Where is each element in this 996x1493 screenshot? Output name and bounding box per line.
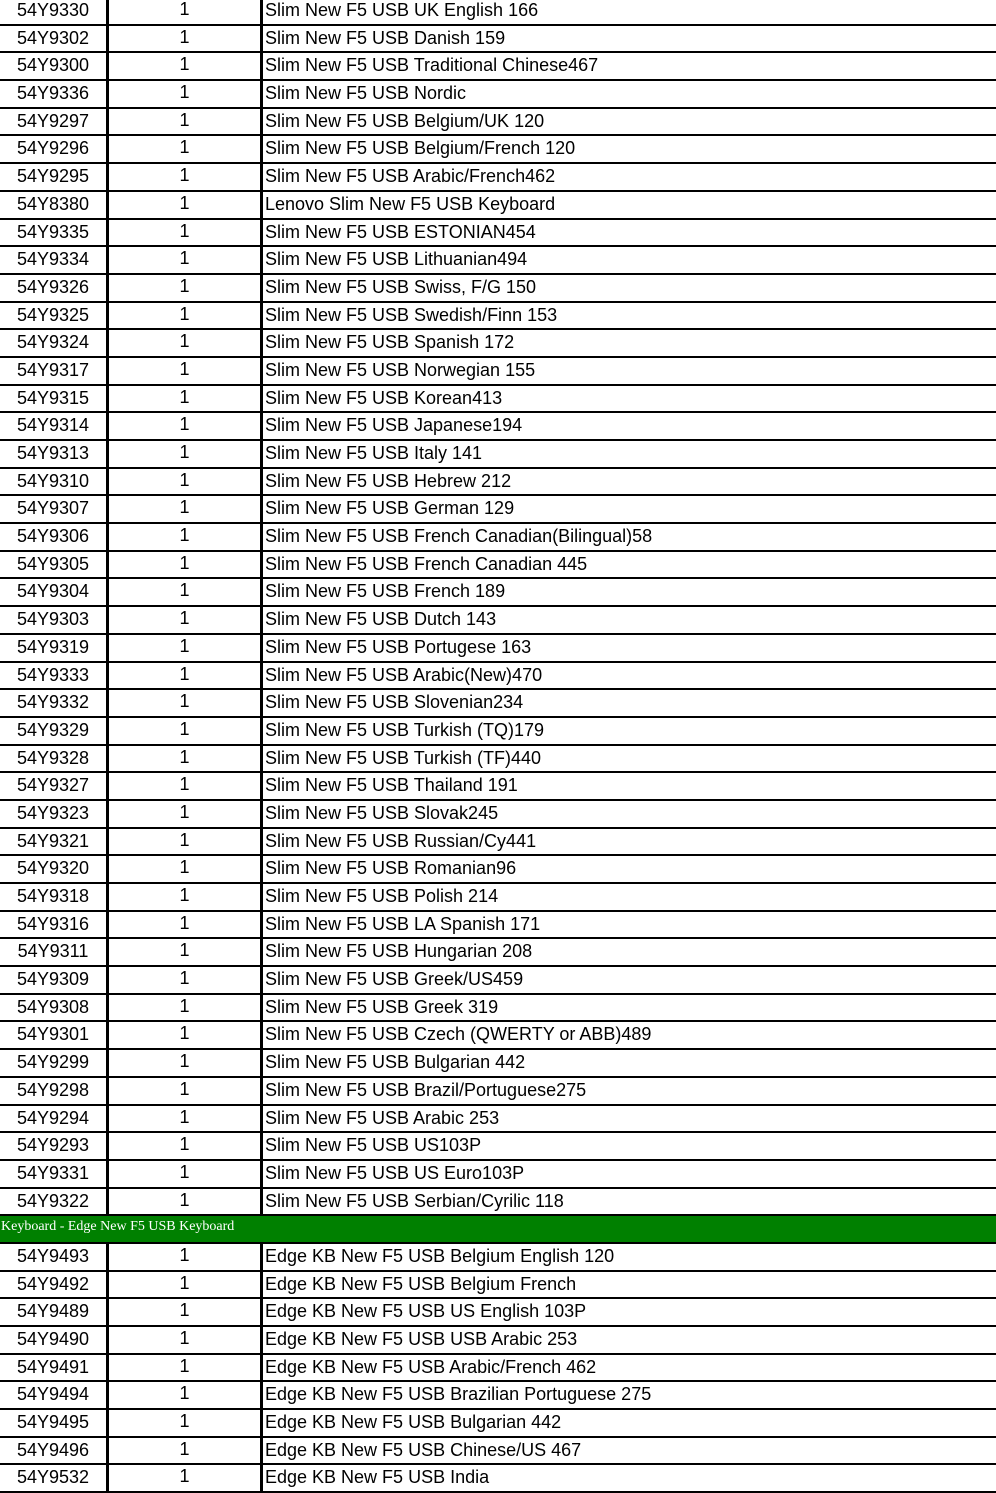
description-cell: Slim New F5 USB Belgium/UK 120 (265, 110, 545, 131)
description-cell: Edge KB New F5 USB US English 103P (265, 1301, 587, 1322)
table-row (0, 0, 996, 26)
part-number-cell: 54Y9332 (0, 690, 109, 716)
quantity-cell: 1 (109, 413, 263, 439)
table-row (0, 220, 996, 248)
part-number-cell: 54Y9326 (0, 275, 109, 301)
quantity-cell: 1 (109, 1050, 263, 1076)
quantity-cell: 1 (109, 469, 263, 495)
table-row (0, 441, 996, 469)
part-number-cell: 54Y9295 (0, 164, 109, 190)
part-number-cell: 54Y9304 (0, 579, 109, 605)
part-number-cell: 54Y9309 (0, 967, 109, 993)
quantity-cell: 1 (109, 330, 263, 356)
part-number-cell: 54Y9319 (0, 635, 109, 661)
quantity-cell: 1 (109, 275, 263, 301)
description-cell: Slim New F5 USB Arabic/French462 (265, 166, 556, 187)
part-number-cell: 54Y9296 (0, 136, 109, 162)
table-row (0, 275, 996, 303)
description-cell: Edge KB New F5 USB Chinese/US 467 (265, 1439, 582, 1460)
table-row (0, 635, 996, 663)
table-row (0, 1327, 996, 1355)
table-row (0, 1382, 996, 1410)
description-cell: Slim New F5 USB Italy 141 (265, 443, 483, 463)
description-cell: Slim New F5 USB Spanish 172 (265, 332, 515, 353)
part-number-cell: 54Y9305 (0, 552, 109, 578)
quantity-cell: 1 (109, 1189, 263, 1215)
part-number-cell: 54Y9315 (0, 386, 109, 412)
table-row (0, 663, 996, 691)
table-row (0, 884, 996, 912)
quantity-cell: 1 (109, 773, 263, 799)
table-row (0, 496, 996, 524)
description-cell: Edge KB New F5 USB India (265, 1467, 490, 1488)
table-row (0, 1299, 996, 1327)
section-header-label: Keyboard - Edge New F5 USB Keyboard (1, 1219, 235, 1235)
table-row (0, 524, 996, 552)
description-cell: Edge KB New F5 USB Arabic/French 462 (265, 1356, 597, 1377)
table-row (0, 109, 996, 137)
part-number-cell: 54Y9323 (0, 801, 109, 827)
part-number-cell: 54Y9494 (0, 1382, 109, 1408)
part-number-cell: 54Y9316 (0, 912, 109, 938)
table-row (0, 1022, 996, 1050)
table-row (0, 192, 996, 220)
description-cell: Slim New F5 USB LA Spanish 171 (265, 913, 541, 934)
table-row (0, 1244, 996, 1272)
description-cell: Slim New F5 USB Arabic 253 (265, 1107, 500, 1128)
part-number-cell: 54Y9491 (0, 1355, 109, 1381)
quantity-cell: 1 (109, 1299, 263, 1325)
part-number-cell: 54Y8380 (0, 192, 109, 218)
quantity-cell: 1 (109, 0, 263, 24)
description-cell: Edge KB New F5 USB USB Arabic 253 (265, 1329, 578, 1349)
description-cell: Slim New F5 USB Dutch 143 (265, 609, 497, 630)
part-number-cell: 54Y9324 (0, 330, 109, 356)
description-cell: Slim New F5 USB Danish 159 (265, 27, 506, 48)
quantity-cell: 1 (109, 579, 263, 605)
part-number-cell: 54Y9321 (0, 829, 109, 855)
description-cell: Slim New F5 USB German 129 (265, 498, 515, 519)
description-cell: Edge KB New F5 USB Bulgarian 442 (265, 1412, 562, 1433)
part-number-cell: 54Y9293 (0, 1133, 109, 1159)
table-row (0, 164, 996, 192)
part-number-cell: 54Y9331 (0, 1161, 109, 1187)
description-cell: Slim New F5 USB Swedish/Finn 153 (265, 304, 558, 325)
table-row (0, 1272, 996, 1300)
quantity-cell: 1 (109, 967, 263, 993)
description-cell: Slim New F5 USB Greek/US459 (265, 969, 524, 990)
table-row (0, 939, 996, 967)
description-cell: Slim New F5 USB ESTONIAN454 (265, 221, 536, 242)
quantity-cell: 1 (109, 912, 263, 938)
part-number-cell: 54Y9307 (0, 496, 109, 522)
description-cell: Slim New F5 USB Norwegian 155 (265, 359, 536, 380)
quantity-cell: 1 (109, 1244, 263, 1270)
table-row (0, 330, 996, 358)
table-row (0, 1465, 996, 1493)
part-number-cell: 54Y9492 (0, 1272, 109, 1298)
part-number-cell: 54Y9299 (0, 1050, 109, 1076)
table-row (0, 136, 996, 164)
description-cell: Slim New F5 USB Greek 319 (265, 996, 499, 1017)
table-row (0, 1078, 996, 1106)
quantity-cell: 1 (109, 496, 263, 522)
table-row (0, 1133, 996, 1161)
description-cell: Slim New F5 USB Turkish (TF)440 (265, 747, 542, 768)
quantity-cell: 1 (109, 441, 263, 467)
table-row (0, 413, 996, 441)
description-cell: Slim New F5 USB US103P (265, 1135, 482, 1156)
part-number-cell: 54Y9333 (0, 663, 109, 689)
part-number-cell: 54Y9306 (0, 524, 109, 550)
table-row (0, 690, 996, 718)
table-row (0, 801, 996, 829)
quantity-cell: 1 (109, 26, 263, 52)
quantity-cell: 1 (109, 81, 263, 107)
table-row (0, 552, 996, 580)
part-number-cell: 54Y9490 (0, 1327, 109, 1353)
table-row (0, 607, 996, 635)
table-row (0, 995, 996, 1023)
table-row (0, 26, 996, 54)
part-number-cell: 54Y9314 (0, 413, 109, 439)
quantity-cell: 1 (109, 1078, 263, 1104)
description-cell: Slim New F5 USB French 189 (265, 581, 506, 602)
quantity-cell: 1 (109, 53, 263, 79)
quantity-cell: 1 (109, 192, 263, 218)
part-number-cell: 54Y9489 (0, 1299, 109, 1325)
part-number-cell: 54Y9311 (0, 939, 109, 965)
part-number-cell: 54Y9320 (0, 856, 109, 882)
part-number-cell: 54Y9325 (0, 303, 109, 329)
part-number-cell: 54Y9294 (0, 1106, 109, 1132)
quantity-cell: 1 (109, 1327, 263, 1353)
part-number-cell: 54Y9317 (0, 358, 109, 384)
quantity-cell: 1 (109, 995, 263, 1021)
quantity-cell: 1 (109, 939, 263, 965)
table-row (0, 856, 996, 884)
table-row (0, 1438, 996, 1466)
table-row (0, 53, 996, 81)
quantity-cell: 1 (109, 607, 263, 633)
description-cell: Slim New F5 USB UK English 166 (265, 0, 539, 20)
table-row (0, 1410, 996, 1438)
table-row (0, 912, 996, 940)
table-row (0, 579, 996, 607)
quantity-cell: 1 (109, 635, 263, 661)
description-cell: Edge KB New F5 USB Brazilian Portuguese 275 (265, 1384, 652, 1405)
quantity-cell: 1 (109, 386, 263, 412)
description-cell: Slim New F5 USB Nordic (265, 83, 467, 104)
quantity-cell: 1 (109, 303, 263, 329)
table-row (0, 829, 996, 857)
part-number-cell: 54Y9496 (0, 1438, 109, 1464)
description-cell: Slim New F5 USB Turkish (TQ)179 (265, 719, 545, 740)
table-row (0, 81, 996, 109)
quantity-cell: 1 (109, 1272, 263, 1298)
description-cell: Slim New F5 USB Brazil/Portuguese275 (265, 1079, 587, 1100)
table-row (0, 1106, 996, 1134)
description-cell: Slim New F5 USB French Canadian(Bilingual)58 (265, 526, 653, 547)
description-cell: Slim New F5 USB Swiss, F/G 150 (265, 276, 537, 297)
table-row (0, 303, 996, 331)
table-row (0, 746, 996, 774)
description-cell: Slim New F5 USB US Euro103P (265, 1162, 525, 1183)
quantity-cell: 1 (109, 358, 263, 384)
description-cell: Slim New F5 USB Slovenian234 (265, 692, 524, 713)
quantity-cell: 1 (109, 524, 263, 550)
quantity-cell: 1 (109, 801, 263, 827)
part-number-cell: 54Y9335 (0, 220, 109, 246)
description-cell: Slim New F5 USB Japanese194 (265, 415, 523, 436)
description-cell: Slim New F5 USB Korean413 (265, 387, 503, 408)
part-number-cell: 54Y9328 (0, 746, 109, 772)
part-number-cell: 54Y9330 (0, 0, 109, 24)
part-number-cell: 54Y9329 (0, 718, 109, 744)
quantity-cell: 1 (109, 552, 263, 578)
part-number-cell: 54Y9297 (0, 109, 109, 135)
description-cell: Slim New F5 USB Hungarian 208 (265, 941, 533, 962)
quantity-cell: 1 (109, 1133, 263, 1159)
table-row (0, 1189, 996, 1217)
quantity-cell: 1 (109, 829, 263, 855)
part-number-cell: 54Y9322 (0, 1189, 109, 1215)
part-number-cell: 54Y9532 (0, 1465, 109, 1491)
part-number-cell: 54Y9300 (0, 53, 109, 79)
table-row (0, 358, 996, 386)
description-cell: Slim New F5 USB Bulgarian 442 (265, 1052, 526, 1073)
description-cell: Slim New F5 USB Traditional Chinese467 (265, 55, 599, 76)
edge-keyboard-rows (0, 1244, 996, 1493)
part-number-cell: 54Y9334 (0, 247, 109, 273)
quantity-cell: 1 (109, 1410, 263, 1436)
description-cell: Slim New F5 USB Hebrew 212 (265, 470, 512, 491)
part-number-cell: 54Y9303 (0, 607, 109, 633)
part-number-cell: 54Y9318 (0, 884, 109, 910)
quantity-cell: 1 (109, 247, 263, 273)
table-row (0, 1050, 996, 1078)
table-row (0, 967, 996, 995)
table-row (0, 247, 996, 275)
description-cell: Slim New F5 USB Polish 214 (265, 886, 499, 906)
table-row (0, 1355, 996, 1383)
description-cell: Slim New F5 USB French Canadian 445 (265, 553, 588, 574)
quantity-cell: 1 (109, 164, 263, 190)
quantity-cell: 1 (109, 1382, 263, 1408)
quantity-cell: 1 (109, 109, 263, 135)
quantity-cell: 1 (109, 884, 263, 910)
table-row (0, 773, 996, 801)
description-cell: Slim New F5 USB Slovak245 (265, 802, 499, 823)
description-cell: Slim New F5 USB Russian/Cy441 (265, 830, 537, 851)
quantity-cell: 1 (109, 136, 263, 162)
description-cell: Slim New F5 USB Lithuanian494 (265, 249, 528, 270)
quantity-cell: 1 (109, 718, 263, 744)
quantity-cell: 1 (109, 1106, 263, 1132)
table-row (0, 386, 996, 414)
quantity-cell: 1 (109, 690, 263, 716)
description-cell: Edge KB New F5 USB Belgium French (265, 1273, 577, 1294)
description-cell: Slim New F5 USB Portugese 163 (265, 636, 532, 657)
quantity-cell: 1 (109, 1161, 263, 1187)
part-number-cell: 54Y9313 (0, 441, 109, 467)
description-cell: Slim New F5 USB Belgium/French 120 (265, 138, 576, 159)
part-number-cell: 54Y9327 (0, 773, 109, 799)
part-number-cell: 54Y9495 (0, 1410, 109, 1436)
part-number-cell: 54Y9298 (0, 1078, 109, 1104)
quantity-cell: 1 (109, 220, 263, 246)
description-cell: Slim New F5 USB Romanian96 (265, 858, 517, 879)
part-number-cell: 54Y9336 (0, 81, 109, 107)
quantity-cell: 1 (109, 856, 263, 882)
quantity-cell: 1 (109, 1355, 263, 1381)
table-row (0, 718, 996, 746)
part-number-cell: 54Y9301 (0, 1022, 109, 1048)
quantity-cell: 1 (109, 1465, 263, 1491)
quantity-cell: 1 (109, 663, 263, 689)
table-row (0, 469, 996, 497)
quantity-cell: 1 (109, 746, 263, 772)
description-cell: Lenovo Slim New F5 USB Keyboard (265, 193, 556, 214)
description-cell: Slim New F5 USB Czech (QWERTY or ABB)489 (265, 1024, 652, 1045)
description-cell: Edge KB New F5 USB Belgium English 120 (265, 1245, 615, 1266)
part-number-cell: 54Y9302 (0, 26, 109, 52)
part-number-cell: 54Y9308 (0, 995, 109, 1021)
part-number-cell: 54Y9310 (0, 469, 109, 495)
quantity-cell: 1 (109, 1022, 263, 1048)
quantity-cell: 1 (109, 1438, 263, 1464)
section-header (0, 1216, 996, 1244)
description-cell: Slim New F5 USB Serbian/Cyrilic 118 (265, 1190, 564, 1211)
part-number-cell: 54Y9493 (0, 1244, 109, 1270)
table-row (0, 1161, 996, 1189)
description-cell: Slim New F5 USB Thailand 191 (265, 775, 518, 796)
description-cell: Slim New F5 USB Arabic(New)470 (265, 664, 543, 685)
